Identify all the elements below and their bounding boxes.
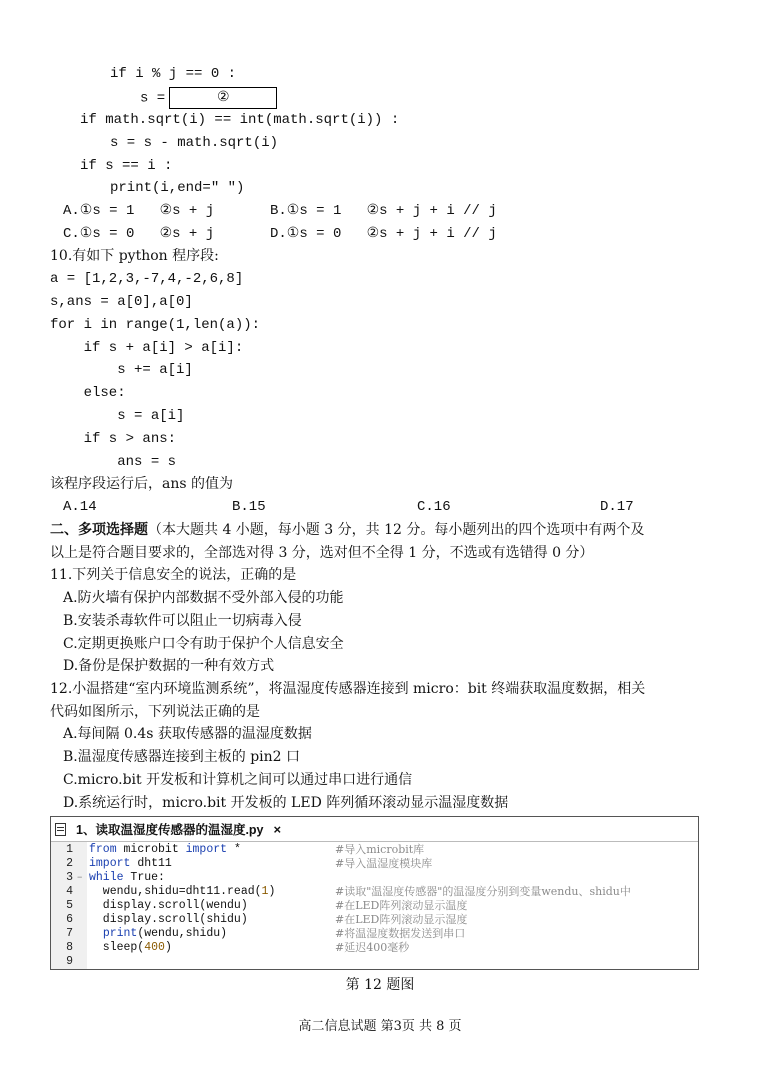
q12-option-c: C.micro.bit 开发板和计算机之间可以通过串口进行通信 [63,772,413,788]
code-line [51,913,698,927]
section-description: （本大题共 4 小题，每小题 3 分，共 12 分。每小题列出的四个选项中有两个及 [148,522,645,538]
q11-option-c: C.定期更换账户口令有助于保护个人信息安全 [63,636,344,652]
code-comment: #将温湿度数据发送到串口 [335,927,466,940]
code-text: display.scroll(shidu) [89,913,248,926]
q10-code-line: ans = s [50,454,177,470]
q9-code-line: if i % j == 0 : [110,66,237,82]
q10-code-line: if s > ans: [50,431,177,447]
code-comment: #在LED阵列滚动显示温度 [335,899,468,912]
code-line [51,857,698,871]
code-line [51,871,698,885]
q9-code-line: if s == i : [80,158,173,174]
line-number: 3 [66,871,73,884]
line-number: 7 [66,927,73,940]
code-text: from microbit import * [89,843,241,856]
code-comment: #导入microbit库 [335,843,425,856]
q12-stem: 12.小温搭建“室内环境监测系统”，将温湿度传感器连接到 micro：bit 终端获取温度数据，相关 [50,681,646,697]
code-editor-window [50,816,699,970]
q11-stem: 11.下列关于信息安全的说法，正确的是 [50,567,297,583]
file-icon [55,823,66,836]
fold-icon[interactable]: − [77,873,83,883]
editor-tab-title: 1、读取温湿度传感器的温湿度.py [76,823,264,837]
close-tab-icon[interactable]: × [273,821,282,837]
q10-option-a: A.14 [63,499,97,515]
line-number: 6 [66,913,73,926]
q9-option-a: A.①s = 1 ②s + j [63,203,215,219]
q10-code-line: s,ans = a[0],a[0] [50,294,193,310]
code-text: while True: [89,871,165,884]
q9-option-d: D.①s = 0 ②s + j + i // j [270,226,497,242]
q9-code-line: s = s - math.sqrt(i) [110,135,279,151]
q9-option-c: C.①s = 0 ②s + j [63,226,215,242]
page-footer: 高二信息试题 第3页 共 8 页 [298,1019,462,1034]
code-comment: #读取"温湿度传感器"的温湿度分别到变量wendu、shidu中 [335,885,631,898]
q11-option-d: D.备份是保护数据的一种有效方式 [63,658,275,674]
q10-code-line: for i in range(1,len(a)): [50,317,261,333]
q12-option-b: B.温湿度传感器连接到主板的 pin2 口 [63,749,301,765]
line-number: 8 [66,941,73,954]
q10-code-line: a = [1,2,3,-7,4,-2,6,8] [50,271,244,287]
q9-code-line: if math.sqrt(i) == int(math.sqrt(i)) : [80,112,400,128]
code-text: display.scroll(wendu) [89,899,248,912]
q10-question: 该程序段运行后，ans 的值为 [50,476,233,492]
line-number: 2 [66,857,73,870]
line-number: 4 [66,885,73,898]
q10-stem: 10.有如下 python 程序段: [50,248,219,264]
code-line [51,885,698,899]
code-line [51,843,698,857]
q10-option-d: D.17 [600,499,634,515]
q10-option-b: B.15 [232,499,266,515]
code-comment: #导入温湿度模块库 [335,857,433,870]
q12-option-a: A.每间隔 0.4s 获取传感器的温湿度数据 [63,726,312,742]
code-line [51,955,698,969]
q9-code-line-blank: s = ② [140,87,277,109]
line-number: 1 [66,843,73,856]
q12-stem-cont: 代码如图所示，下列说法正确的是 [50,704,260,720]
answer-blank-2: ② [169,87,277,109]
code-line [51,941,698,955]
q11-option-b: B.安装杀毒软件可以阻止一切病毒入侵 [63,613,302,629]
q10-code-line: if s + a[i] > a[i]: [50,340,244,356]
editor-tab-bar [51,817,698,842]
code-text: import dht11 [89,857,172,870]
code-comment: #在LED阵列滚动显示湿度 [335,913,468,926]
q10-code-line: s += a[i] [50,362,193,378]
code-text: print(wendu,shidu) [102,927,228,940]
q9-option-b: B.①s = 1 ②s + j + i // j [270,203,497,219]
q10-code-line: else: [50,385,126,401]
line-number: 9 [66,955,73,968]
code-line [51,927,698,941]
editor-file-tab[interactable] [51,817,281,841]
section-heading [50,520,644,540]
q11-option-a: A.防火墙有保护内部数据不受外部入侵的功能 [63,590,344,606]
line-number: 5 [66,899,73,912]
section-title: 二、多项选择题 [50,522,148,538]
q9-code-line: print(i,end=" ") [110,180,245,196]
code-text: sleep(400) [89,941,172,954]
q12-option-d: D.系统运行时，micro.bit 开发板的 LED 阵列循环滚动显示温湿度数据 [63,795,509,811]
code-line [51,899,698,913]
q10-code-line: s = a[i] [50,408,185,424]
q10-option-c: C.16 [417,499,451,515]
code-comment: #延迟400毫秒 [335,941,410,954]
editor-body[interactable] [51,842,698,969]
code-text: wendu,shidu=dht11.read(1) [89,885,276,898]
figure-caption: 第 12 题图 [345,977,415,993]
section-description-cont: 以上是符合题目要求的，全部选对得 3 分，选对但不全得 1 分，不选或有选错得 0 分） [50,545,594,561]
